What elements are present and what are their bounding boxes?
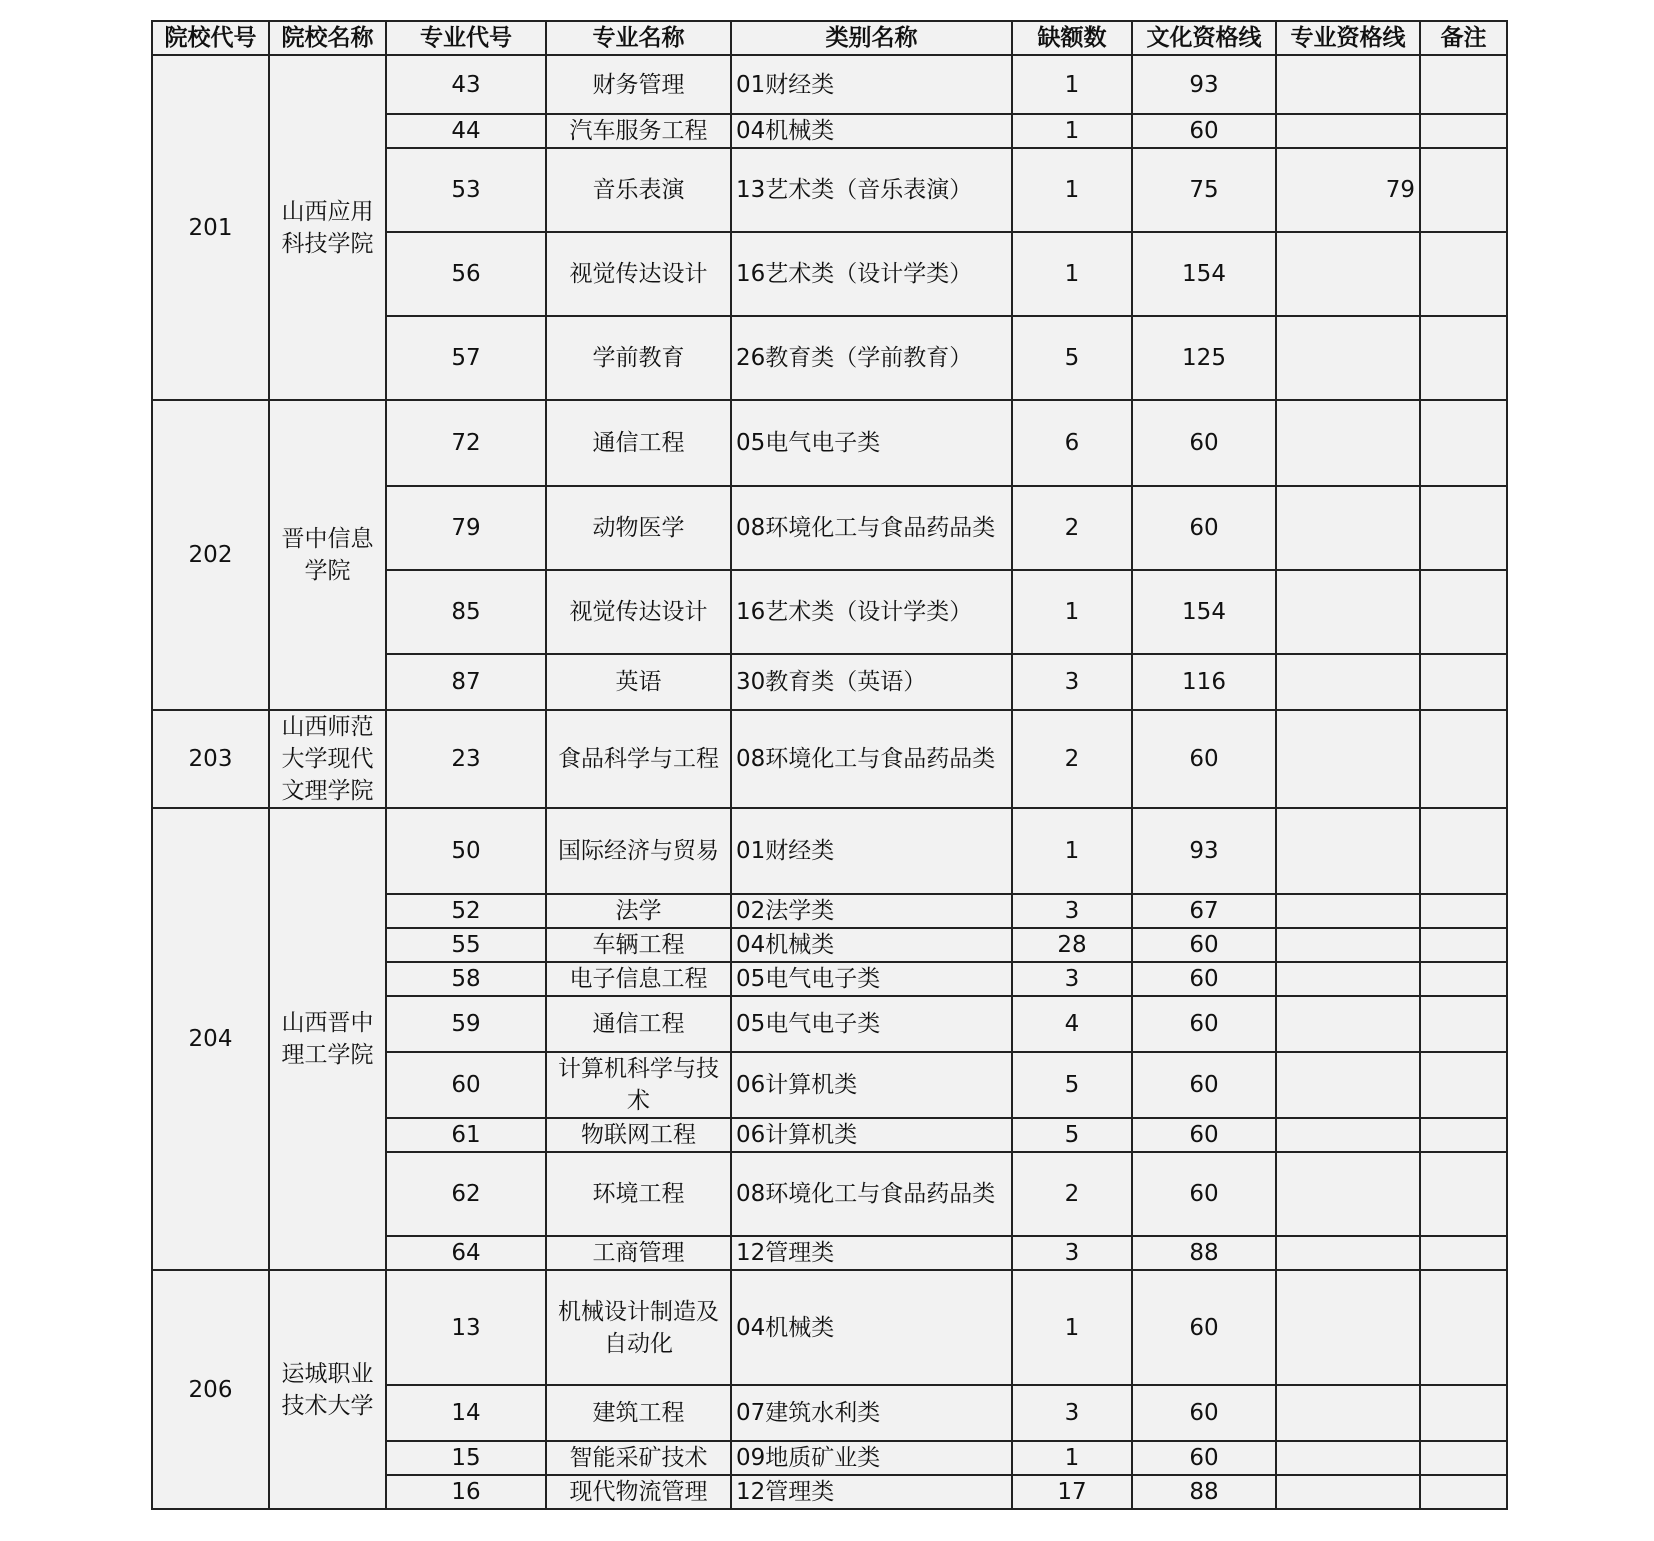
category-cell: 26教育类（学前教育）	[731, 316, 1012, 400]
note-cell	[1420, 1441, 1507, 1475]
school-code-cell: 203	[152, 710, 269, 808]
header-vacancy: 缺额数	[1012, 21, 1132, 55]
category-cell: 05电气电子类	[731, 996, 1012, 1052]
major-line-cell	[1276, 1052, 1420, 1118]
vacancy-cell: 1	[1012, 808, 1132, 894]
culture-line-cell: 75	[1132, 148, 1276, 232]
culture-line-cell: 88	[1132, 1236, 1276, 1270]
vacancy-cell: 6	[1012, 400, 1132, 486]
major-line-cell	[1276, 486, 1420, 570]
major-code-cell: 59	[386, 996, 546, 1052]
major-code-cell: 52	[386, 894, 546, 928]
header-row	[152, 21, 1507, 55]
note-cell	[1420, 962, 1507, 996]
major-line-cell	[1276, 654, 1420, 710]
vacancy-cell: 2	[1012, 1152, 1132, 1236]
category-cell: 06计算机类	[731, 1118, 1012, 1152]
major-line-cell	[1276, 114, 1420, 148]
note-cell	[1420, 486, 1507, 570]
major-name-cell: 车辆工程	[546, 928, 731, 962]
culture-line-cell: 60	[1132, 962, 1276, 996]
major-line-cell	[1276, 232, 1420, 316]
table-row	[152, 400, 1507, 486]
major-code-cell: 16	[386, 1475, 546, 1509]
major-code-cell: 60	[386, 1052, 546, 1118]
major-code-cell: 14	[386, 1385, 546, 1441]
header-major-name: 专业名称	[546, 21, 731, 55]
major-line-cell	[1276, 400, 1420, 486]
header-major-code: 专业代号	[386, 21, 546, 55]
vacancy-cell: 28	[1012, 928, 1132, 962]
vacancy-cell: 1	[1012, 55, 1132, 114]
major-code-cell: 57	[386, 316, 546, 400]
major-name-cell: 智能采矿技术	[546, 1441, 731, 1475]
major-line-cell	[1276, 1236, 1420, 1270]
note-cell	[1420, 928, 1507, 962]
note-cell	[1420, 148, 1507, 232]
major-name-cell: 学前教育	[546, 316, 731, 400]
major-name-cell: 音乐表演	[546, 148, 731, 232]
major-code-cell: 62	[386, 1152, 546, 1236]
culture-line-cell: 93	[1132, 808, 1276, 894]
note-cell	[1420, 996, 1507, 1052]
category-cell: 08环境化工与食品药品类	[731, 1152, 1012, 1236]
school-code-cell: 206	[152, 1270, 269, 1509]
category-cell: 12管理类	[731, 1475, 1012, 1509]
category-cell: 08环境化工与食品药品类	[731, 486, 1012, 570]
major-name-cell: 建筑工程	[546, 1385, 731, 1441]
major-code-cell: 13	[386, 1270, 546, 1385]
major-name-cell: 国际经济与贸易	[546, 808, 731, 894]
note-cell	[1420, 808, 1507, 894]
major-name-cell: 计算机科学与技术	[546, 1052, 731, 1118]
table-row	[152, 710, 1507, 808]
vacancy-cell: 17	[1012, 1475, 1132, 1509]
vacancy-cell: 1	[1012, 570, 1132, 654]
major-name-cell: 现代物流管理	[546, 1475, 731, 1509]
table-row	[152, 1270, 1507, 1385]
note-cell	[1420, 1236, 1507, 1270]
header-school-name: 院校名称	[269, 21, 386, 55]
table-row	[152, 55, 1507, 114]
vacancy-cell: 1	[1012, 148, 1132, 232]
major-line-cell	[1276, 996, 1420, 1052]
vacancy-cell: 2	[1012, 486, 1132, 570]
vacancy-cell: 3	[1012, 1385, 1132, 1441]
header-category: 类别名称	[731, 21, 1012, 55]
vacancy-cell: 5	[1012, 1052, 1132, 1118]
category-cell: 05电气电子类	[731, 400, 1012, 486]
culture-line-cell: 88	[1132, 1475, 1276, 1509]
note-cell	[1420, 1052, 1507, 1118]
major-name-cell: 视觉传达设计	[546, 570, 731, 654]
culture-line-cell: 154	[1132, 232, 1276, 316]
vacancy-cell: 5	[1012, 1118, 1132, 1152]
culture-line-cell: 60	[1132, 928, 1276, 962]
header-note: 备注	[1420, 21, 1507, 55]
major-code-cell: 58	[386, 962, 546, 996]
major-line-cell	[1276, 1270, 1420, 1385]
vacancy-cell: 1	[1012, 114, 1132, 148]
note-cell	[1420, 1475, 1507, 1509]
note-cell	[1420, 114, 1507, 148]
category-cell: 16艺术类（设计学类）	[731, 570, 1012, 654]
major-line-cell	[1276, 894, 1420, 928]
culture-line-cell: 60	[1132, 1441, 1276, 1475]
major-name-cell: 通信工程	[546, 996, 731, 1052]
category-cell: 07建筑水利类	[731, 1385, 1012, 1441]
culture-line-cell: 60	[1132, 1385, 1276, 1441]
vacancy-table	[151, 20, 1508, 1510]
note-cell	[1420, 654, 1507, 710]
major-name-cell: 环境工程	[546, 1152, 731, 1236]
school-name-cell: 山西晋中理工学院	[269, 808, 386, 1270]
major-code-cell: 23	[386, 710, 546, 808]
school-name-cell: 晋中信息学院	[269, 400, 386, 710]
major-code-cell: 87	[386, 654, 546, 710]
category-cell: 04机械类	[731, 928, 1012, 962]
major-line-cell	[1276, 55, 1420, 114]
note-cell	[1420, 232, 1507, 316]
vacancy-cell: 1	[1012, 1270, 1132, 1385]
table-row	[152, 808, 1507, 894]
note-cell	[1420, 1385, 1507, 1441]
major-name-cell: 法学	[546, 894, 731, 928]
note-cell	[1420, 400, 1507, 486]
major-line-cell	[1276, 1385, 1420, 1441]
header-culture-line: 文化资格线	[1132, 21, 1276, 55]
vacancy-cell: 2	[1012, 710, 1132, 808]
major-code-cell: 53	[386, 148, 546, 232]
major-name-cell: 视觉传达设计	[546, 232, 731, 316]
major-line-cell	[1276, 962, 1420, 996]
major-line-cell	[1276, 710, 1420, 808]
school-code-cell: 204	[152, 808, 269, 1270]
culture-line-cell: 125	[1132, 316, 1276, 400]
category-cell: 04机械类	[731, 1270, 1012, 1385]
culture-line-cell: 60	[1132, 1270, 1276, 1385]
vacancy-cell: 3	[1012, 1236, 1132, 1270]
culture-line-cell: 60	[1132, 114, 1276, 148]
header-major-line: 专业资格线	[1276, 21, 1420, 55]
school-code-cell: 202	[152, 400, 269, 710]
note-cell	[1420, 570, 1507, 654]
note-cell	[1420, 316, 1507, 400]
category-cell: 30教育类（英语）	[731, 654, 1012, 710]
vacancy-cell: 3	[1012, 654, 1132, 710]
major-name-cell: 通信工程	[546, 400, 731, 486]
category-cell: 05电气电子类	[731, 962, 1012, 996]
major-code-cell: 79	[386, 486, 546, 570]
culture-line-cell: 60	[1132, 710, 1276, 808]
major-line-cell	[1276, 1475, 1420, 1509]
culture-line-cell: 60	[1132, 400, 1276, 486]
culture-line-cell: 116	[1132, 654, 1276, 710]
major-name-cell: 机械设计制造及自动化	[546, 1270, 731, 1385]
major-code-cell: 50	[386, 808, 546, 894]
vacancy-cell: 1	[1012, 232, 1132, 316]
category-cell: 08环境化工与食品药品类	[731, 710, 1012, 808]
note-cell	[1420, 1118, 1507, 1152]
school-name-cell: 山西应用科技学院	[269, 55, 386, 400]
major-line-cell	[1276, 1152, 1420, 1236]
culture-line-cell: 60	[1132, 1118, 1276, 1152]
note-cell	[1420, 894, 1507, 928]
major-name-cell: 英语	[546, 654, 731, 710]
major-code-cell: 85	[386, 570, 546, 654]
major-code-cell: 55	[386, 928, 546, 962]
vacancy-cell: 3	[1012, 894, 1132, 928]
note-cell	[1420, 1270, 1507, 1385]
major-line-cell	[1276, 928, 1420, 962]
major-name-cell: 财务管理	[546, 55, 731, 114]
category-cell: 13艺术类（音乐表演）	[731, 148, 1012, 232]
major-line-cell	[1276, 316, 1420, 400]
major-line-cell: 79	[1276, 148, 1420, 232]
major-code-cell: 72	[386, 400, 546, 486]
school-name-cell: 运城职业技术大学	[269, 1270, 386, 1509]
major-name-cell: 电子信息工程	[546, 962, 731, 996]
culture-line-cell: 60	[1132, 486, 1276, 570]
note-cell	[1420, 1152, 1507, 1236]
header-school-code: 院校代号	[152, 21, 269, 55]
category-cell: 02法学类	[731, 894, 1012, 928]
major-code-cell: 43	[386, 55, 546, 114]
major-name-cell: 工商管理	[546, 1236, 731, 1270]
culture-line-cell: 154	[1132, 570, 1276, 654]
vacancy-cell: 4	[1012, 996, 1132, 1052]
major-name-cell: 物联网工程	[546, 1118, 731, 1152]
school-code-cell: 201	[152, 55, 269, 400]
note-cell	[1420, 710, 1507, 808]
school-name-cell: 山西师范大学现代文理学院	[269, 710, 386, 808]
major-name-cell: 食品科学与工程	[546, 710, 731, 808]
culture-line-cell: 60	[1132, 996, 1276, 1052]
major-line-cell	[1276, 1118, 1420, 1152]
category-cell: 01财经类	[731, 808, 1012, 894]
major-line-cell	[1276, 570, 1420, 654]
major-code-cell: 56	[386, 232, 546, 316]
major-name-cell: 动物医学	[546, 486, 731, 570]
major-code-cell: 15	[386, 1441, 546, 1475]
major-code-cell: 61	[386, 1118, 546, 1152]
culture-line-cell: 60	[1132, 1052, 1276, 1118]
category-cell: 12管理类	[731, 1236, 1012, 1270]
category-cell: 04机械类	[731, 114, 1012, 148]
culture-line-cell: 67	[1132, 894, 1276, 928]
culture-line-cell: 93	[1132, 55, 1276, 114]
culture-line-cell: 60	[1132, 1152, 1276, 1236]
vacancy-cell: 3	[1012, 962, 1132, 996]
vacancy-cell: 5	[1012, 316, 1132, 400]
category-cell: 09地质矿业类	[731, 1441, 1012, 1475]
category-cell: 16艺术类（设计学类）	[731, 232, 1012, 316]
vacancy-cell: 1	[1012, 1441, 1132, 1475]
major-code-cell: 64	[386, 1236, 546, 1270]
category-cell: 01财经类	[731, 55, 1012, 114]
category-cell: 06计算机类	[731, 1052, 1012, 1118]
major-line-cell	[1276, 808, 1420, 894]
major-code-cell: 44	[386, 114, 546, 148]
table-body	[152, 55, 1507, 1509]
note-cell	[1420, 55, 1507, 114]
major-line-cell	[1276, 1441, 1420, 1475]
major-name-cell: 汽车服务工程	[546, 114, 731, 148]
